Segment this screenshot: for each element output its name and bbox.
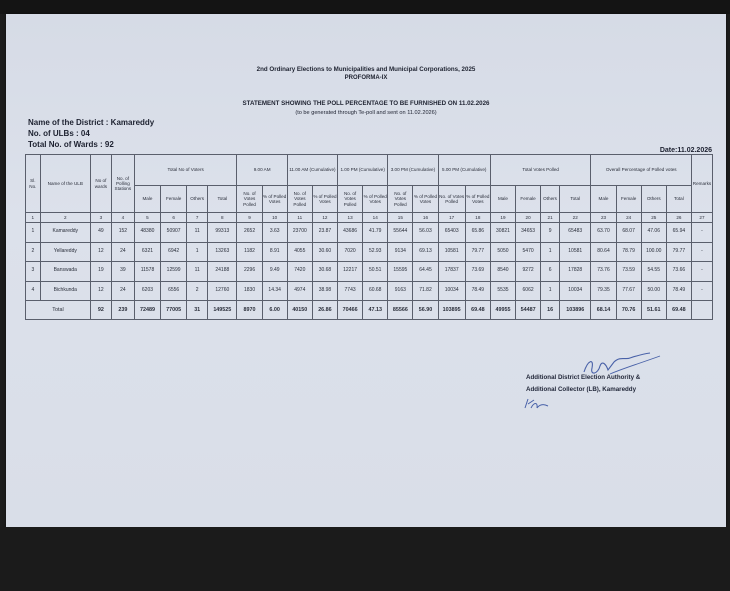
table-cell: 30.60 (312, 242, 337, 262)
total-cell: 8970 (237, 301, 262, 320)
title-line-2: PROFORMA-IX (344, 75, 388, 81)
table-cell: 12599 (161, 262, 187, 282)
column-index-cell: 2 (40, 213, 90, 223)
col-sl-no: Sl. No. (26, 155, 41, 213)
sub-female: Female (516, 186, 541, 213)
table-cell: 2 (26, 242, 41, 262)
sub-votes-polled: No. of Votes Polled (388, 186, 413, 213)
table-cell: 12 (90, 242, 111, 262)
table-cell: 6942 (161, 242, 187, 262)
sub-male: Male (490, 186, 515, 213)
table-cell: 1830 (237, 281, 262, 301)
total-cell: 103895 (438, 301, 465, 320)
table-cell: 68.07 (616, 223, 641, 243)
report-date: Date:11.02.2026 (659, 147, 712, 154)
col-group-9am: 9.00 AM (237, 155, 287, 186)
table-cell: 65483 (560, 223, 591, 243)
col-remarks: Remarks (691, 155, 712, 213)
table-cell: 17828 (560, 262, 591, 282)
table-cell: 100.00 (641, 242, 666, 262)
total-cell: 16 (541, 301, 560, 320)
col-group-3pm: 3.00 PM (Cumulative) (388, 155, 438, 186)
table-body (26, 213, 713, 320)
sub-total: Total (560, 186, 591, 213)
handwritten-signature-ink (580, 350, 670, 382)
ulb-count: No. of ULBs : 04 (28, 129, 90, 138)
sub-male: Male (134, 186, 160, 213)
column-index-cell: 18 (465, 213, 490, 223)
column-index-cell: 10 (262, 213, 287, 223)
total-cell: 85566 (388, 301, 413, 320)
column-index-cell: 16 (413, 213, 438, 223)
district-name: Name of the District : Kamareddy (28, 118, 155, 127)
column-index-cell: 3 (90, 213, 111, 223)
table-cell: 69.13 (413, 242, 438, 262)
col-ulb-name: Name of the ULB (40, 155, 90, 213)
column-index-cell: 27 (691, 213, 712, 223)
table-cell: 48380 (134, 223, 160, 243)
total-cell: 72489 (134, 301, 160, 320)
table-cell: 3 (26, 262, 41, 282)
table-cell: 79.77 (666, 242, 691, 262)
title-line-1: 2nd Ordinary Elections to Municipalities and Municipal Corporations, 2025 (256, 66, 476, 73)
table-cell: 13263 (208, 242, 237, 262)
table-cell: 77.67 (616, 281, 641, 301)
sub-votes-polled: No. of Votes Polled (237, 186, 262, 213)
total-cell: 6.00 (262, 301, 287, 320)
table-cell: 5470 (516, 242, 541, 262)
table-cell: Banswada (40, 262, 90, 282)
column-index-cell: 13 (338, 213, 363, 223)
table-cell: 54.55 (641, 262, 666, 282)
table-cell: 9.49 (262, 262, 287, 282)
table-cell: 78.49 (465, 281, 490, 301)
total-cell: 149525 (208, 301, 237, 320)
col-polling-stations: No. of Polling Stations (111, 155, 134, 213)
total-cell: 77005 (161, 301, 187, 320)
table-cell: 41.79 (363, 223, 388, 243)
table-cell: 6 (541, 262, 560, 282)
total-cell: 92 (90, 301, 111, 320)
column-index-cell: 12 (312, 213, 337, 223)
group-header-row (26, 155, 713, 186)
total-label: Total (26, 301, 91, 320)
sub-male: Male (591, 186, 616, 213)
total-cell: 56.90 (413, 301, 438, 320)
table-cell: 11 (187, 262, 208, 282)
col-group-1pm: 1.00 PM (Cumulative) (338, 155, 388, 186)
table-cell: 5535 (490, 281, 515, 301)
table-cell: 79.77 (465, 242, 490, 262)
table-cell: 10034 (560, 281, 591, 301)
table-cell: - (691, 242, 712, 262)
handwritten-initials-ink (522, 396, 552, 412)
table-cell: 4055 (287, 242, 312, 262)
column-index-cell: 15 (388, 213, 413, 223)
sub-pct: % of Polled Votes (262, 186, 287, 213)
table-cell: 9134 (388, 242, 413, 262)
total-cell: 69.48 (666, 301, 691, 320)
table-cell: 78.49 (666, 281, 691, 301)
col-group-votes-polled: Total Votes Polled (490, 155, 591, 186)
table-cell: 11 (187, 223, 208, 243)
table-cell: 5050 (490, 242, 515, 262)
table-cell: 1 (541, 281, 560, 301)
total-cell: 69.48 (465, 301, 490, 320)
column-index-cell: 4 (111, 213, 134, 223)
table-cell: 7020 (338, 242, 363, 262)
document-page (6, 14, 726, 527)
table-cell: - (691, 223, 712, 243)
poll-percentage-table (25, 154, 713, 320)
column-index-cell: 5 (134, 213, 160, 223)
table-cell: 73.66 (666, 262, 691, 282)
table-cell: 4 (26, 281, 41, 301)
bottom-dark-band (0, 527, 730, 591)
total-cell: 26.86 (312, 301, 337, 320)
signature-line-2: Additional Collector (LB), Kamareddy (526, 386, 637, 393)
table-cell: 30.68 (312, 262, 337, 282)
table-row (26, 281, 713, 301)
table-cell: 24 (111, 281, 134, 301)
sub-others: Others (541, 186, 560, 213)
sub-pct: % of Polled Votes (312, 186, 337, 213)
table-cell: 60.68 (363, 281, 388, 301)
table-cell: 9272 (516, 262, 541, 282)
table-cell: 1 (26, 223, 41, 243)
table-cell: 47.06 (641, 223, 666, 243)
column-index-cell: 23 (591, 213, 616, 223)
col-group-overall-pct: Overall Percentage of Polled votes (591, 155, 692, 186)
column-index-cell: 9 (237, 213, 262, 223)
total-cell: 47.13 (363, 301, 388, 320)
col-wards: No of wards (90, 155, 111, 213)
table-cell: 23.87 (312, 223, 337, 243)
column-index-cell: 14 (363, 213, 388, 223)
sub-female: Female (161, 186, 187, 213)
table-cell: 30821 (490, 223, 515, 243)
top-dark-band (0, 0, 730, 14)
ward-count: Total No. of Wards : 92 (28, 140, 114, 149)
table-cell: 1182 (237, 242, 262, 262)
table-cell: 7743 (338, 281, 363, 301)
table-cell: 80.64 (591, 242, 616, 262)
col-group-11am: 11.00 AM (Cumulative) (287, 155, 337, 186)
title-line-4: (to be generated through Te-poll and sent on 11.02.2026) (295, 110, 437, 116)
table-cell: 50.00 (641, 281, 666, 301)
table-cell: 50.51 (363, 262, 388, 282)
sub-votes-polled: No. of Votes Polled (438, 186, 465, 213)
col-group-total-voters: Total No of Voters (134, 155, 237, 186)
total-remarks-cell (691, 301, 712, 320)
table-cell: 15595 (388, 262, 413, 282)
table-cell: 6556 (161, 281, 187, 301)
table-cell: 1 (541, 242, 560, 262)
table-cell: 73.59 (616, 262, 641, 282)
table-cell: Kamareddy (40, 223, 90, 243)
table-cell: 6062 (516, 281, 541, 301)
column-index-cell: 19 (490, 213, 515, 223)
total-cell: 68.14 (591, 301, 616, 320)
table-cell: 23700 (287, 223, 312, 243)
table-cell: 56.03 (413, 223, 438, 243)
column-index-cell: 17 (438, 213, 465, 223)
table-cell: Bichkunda (40, 281, 90, 301)
table-cell: 34653 (516, 223, 541, 243)
table-cell: 12760 (208, 281, 237, 301)
table-cell: 10581 (560, 242, 591, 262)
table-cell: - (691, 262, 712, 282)
sub-pct: % of Polled Votes (465, 186, 490, 213)
table-cell: 55644 (388, 223, 413, 243)
total-cell: 40150 (287, 301, 312, 320)
table-cell: 24 (111, 242, 134, 262)
column-index-cell: 6 (161, 213, 187, 223)
table-cell: 9163 (388, 281, 413, 301)
table-cell: 39 (111, 262, 134, 282)
column-index-cell: 21 (541, 213, 560, 223)
table-cell: 17837 (438, 262, 465, 282)
table-cell: 8540 (490, 262, 515, 282)
column-index-row (26, 213, 713, 223)
sub-total: Total (666, 186, 691, 213)
table-cell: 6203 (134, 281, 160, 301)
table-cell: 1 (187, 242, 208, 262)
column-index-cell: 20 (516, 213, 541, 223)
table-cell: 10034 (438, 281, 465, 301)
table-cell: 8.91 (262, 242, 287, 262)
sub-pct: % of Polled Votes (413, 186, 438, 213)
column-index-cell: 26 (666, 213, 691, 223)
sub-female: Female (616, 186, 641, 213)
table-cell: 73.76 (591, 262, 616, 282)
table-cell: 63.70 (591, 223, 616, 243)
table-cell: 79.35 (591, 281, 616, 301)
sub-total: Total (208, 186, 237, 213)
table-cell: 152 (111, 223, 134, 243)
table-cell: 73.69 (465, 262, 490, 282)
table-cell: 7420 (287, 262, 312, 282)
total-cell: 49955 (490, 301, 515, 320)
total-cell: 103896 (560, 301, 591, 320)
table-cell: 3.63 (262, 223, 287, 243)
table-cell: 24188 (208, 262, 237, 282)
column-index-cell: 25 (641, 213, 666, 223)
table-cell: 52.93 (363, 242, 388, 262)
signature-line-1: Additional District Election Authority & (526, 374, 641, 381)
column-index-cell: 7 (187, 213, 208, 223)
table-cell: - (691, 281, 712, 301)
table-cell: 99313 (208, 223, 237, 243)
table-cell: 6321 (134, 242, 160, 262)
table-cell: 10581 (438, 242, 465, 262)
col-group-5pm: 5.00 PM (Cumulative) (438, 155, 490, 186)
column-index-cell: 22 (560, 213, 591, 223)
table-cell: 12217 (338, 262, 363, 282)
total-cell: 239 (111, 301, 134, 320)
table-cell: 11578 (134, 262, 160, 282)
total-cell: 70.76 (616, 301, 641, 320)
table-cell: Yellareddy (40, 242, 90, 262)
total-cell: 54487 (516, 301, 541, 320)
table-row (26, 262, 713, 282)
table-cell: 9 (541, 223, 560, 243)
table-cell: 49 (90, 223, 111, 243)
table-cell: 71.82 (413, 281, 438, 301)
total-cell: 31 (187, 301, 208, 320)
table-cell: 65403 (438, 223, 465, 243)
total-cell: 51.61 (641, 301, 666, 320)
table-cell: 2 (187, 281, 208, 301)
title-line-3: STATEMENT SHOWING THE POLL PERCENTAGE TO BE FURNISHED ON 11.02.2026 (242, 100, 490, 107)
table-cell: 64.45 (413, 262, 438, 282)
total-cell: 70466 (338, 301, 363, 320)
sub-votes-polled: No. of Votes Polled (338, 186, 363, 213)
column-index-cell: 24 (616, 213, 641, 223)
sub-others: Others (187, 186, 208, 213)
table-cell: 65.86 (465, 223, 490, 243)
table-cell: 14.34 (262, 281, 287, 301)
column-index-cell: 1 (26, 213, 41, 223)
table-cell: 65.94 (666, 223, 691, 243)
table-cell: 50907 (161, 223, 187, 243)
table-cell: 38.98 (312, 281, 337, 301)
table-row (26, 242, 713, 262)
table-cell: 19 (90, 262, 111, 282)
sub-votes-polled: No. of Votes Polled (287, 186, 312, 213)
table-cell: 78.79 (616, 242, 641, 262)
table-cell: 43686 (338, 223, 363, 243)
total-row (26, 301, 713, 320)
table-cell: 2296 (237, 262, 262, 282)
table-row (26, 223, 713, 243)
sub-others: Others (641, 186, 666, 213)
column-index-cell: 11 (287, 213, 312, 223)
column-index-cell: 8 (208, 213, 237, 223)
table-cell: 4974 (287, 281, 312, 301)
table-cell: 12 (90, 281, 111, 301)
sub-pct: % of Polled Votes (363, 186, 388, 213)
table-cell: 2652 (237, 223, 262, 243)
